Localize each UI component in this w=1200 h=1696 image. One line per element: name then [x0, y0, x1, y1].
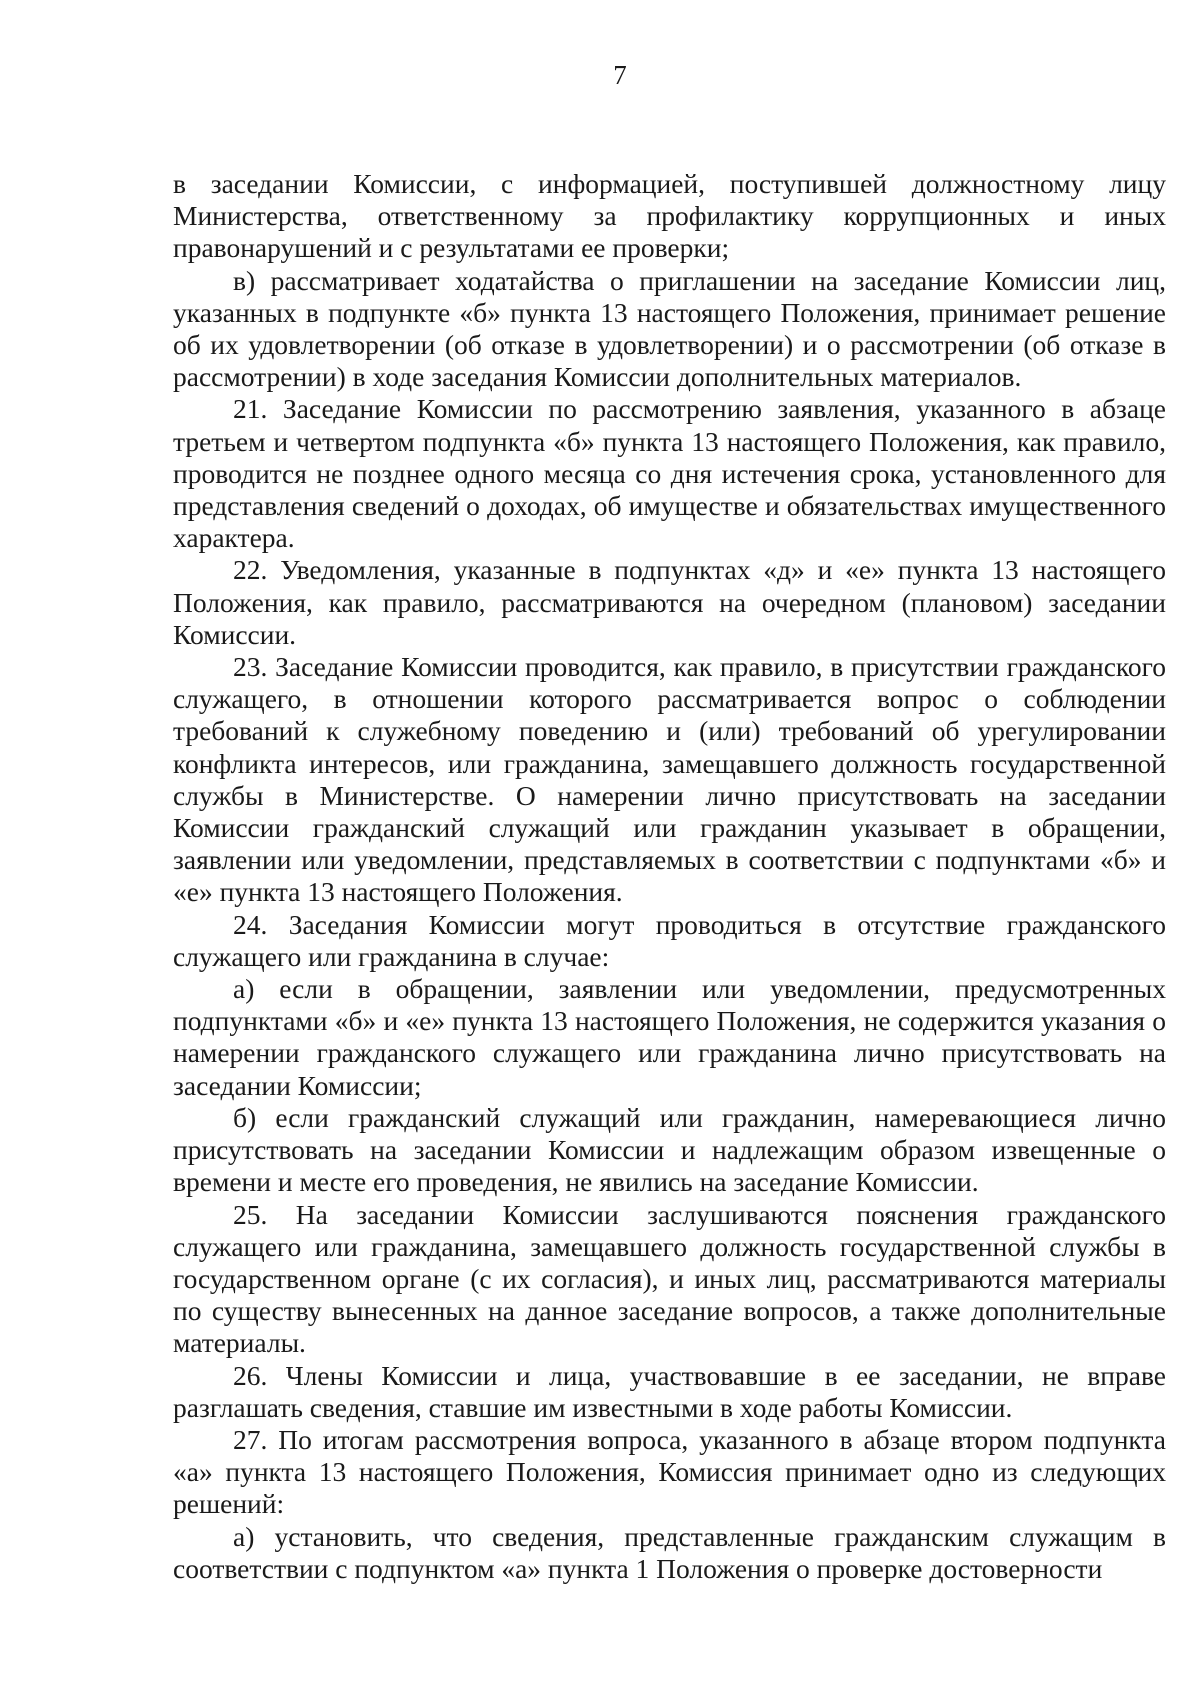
paragraph-item-v: в) рассматривает ходатайства о приглашении на заседание Комиссии лиц, указанных в подпункте «б» пункта 13 настоящего Положения, принимает решение об их удовлетворении (об отказе в удовлетворении) и о рассмотрении (об отказе в рассмотрении) в ходе заседания Комиссии дополнительных материалов. [173, 264, 1166, 393]
paragraph-22: 22. Уведомления, указанные в подпунктах «д» и «е» пункта 13 настоящего Положения, как правило, рассматриваются на очередном (плановом) заседании Комиссии. [173, 554, 1166, 650]
paragraph-continuation: в заседании Комиссии, с информацией, поступившей должностному лицу Министерства, ответственному за профилактику коррупционных и иных правонарушений и с результатами ее проверки; [173, 168, 1166, 264]
paragraph-21: 21. Заседание Комиссии по рассмотрению заявления, указанного в абзаце третьем и четвертом подпункта «б» пункта 13 настоящего Положения, как правило, проводится не позднее одного месяца со дня истечения срока, установленного для представления сведений о доходах, об имуществе и обязательствах имущественного характера. [173, 393, 1166, 554]
paragraph-26: 26. Члены Комиссии и лица, участвовавшие в ее заседании, не вправе разглашать сведения, ставшие им известными в ходе работы Комиссии. [173, 1359, 1166, 1423]
paragraph-24: 24. Заседания Комиссии могут проводиться в отсутствие гражданского служащего или гражданина в случае: [173, 908, 1166, 972]
document-body [173, 168, 1166, 1585]
paragraph-25: 25. На заседании Комиссии заслушиваются пояснения гражданского служащего или гражданина, замещавшего должность государственной службы в государственном органе (с их согласия), и иных лиц, рассматриваются материалы по существу вынесенных на данное заседание вопросов, а также дополнительные материалы. [173, 1198, 1166, 1359]
paragraph-27: 27. По итогам рассмотрения вопроса, указанного в абзаце втором подпункта «а» пункта 13 настоящего Положения, Комиссия принимает одно из следующих решений: [173, 1423, 1166, 1520]
paragraph-27-a: а) установить, что сведения, представленные гражданским служащим в соответствии с подпунктом «а» пункта 1 Положения о проверке достоверности [173, 1520, 1166, 1584]
paragraph-23: 23. Заседание Комиссии проводится, как правило, в присутствии гражданского служащего, в отношении которого рассматривается вопрос о соблюдении требований к служебному поведению и (или) требований об урегулировании конфликта интересов, или гражданина, замещавшего должность государственной службы в Министерстве. О намерении лично присутствовать на заседании Комиссии гражданский служащий или гражданин указывает в обращении, заявлении или уведомлении, представляемых в соответствии с подпунктами «б» и «е» пункта 13 настоящего Положения. [173, 651, 1166, 908]
paragraph-24-a: а) если в обращении, заявлении или уведомлении, предусмотренных подпунктами «б» и «е» пункта 13 настоящего Положения, не содержится указания о намерении гражданского служащего или гражданина лично присутствовать на заседании Комиссии; [173, 973, 1166, 1101]
page-number: 7 [613, 60, 627, 90]
paragraph-24-b: б) если гражданский служащий или гражданин, намеревающиеся лично присутствовать на заседании Комиссии и надлежащим образом извещенные о времени и месте его проведения, не явились на заседание Комиссии. [173, 1101, 1166, 1198]
